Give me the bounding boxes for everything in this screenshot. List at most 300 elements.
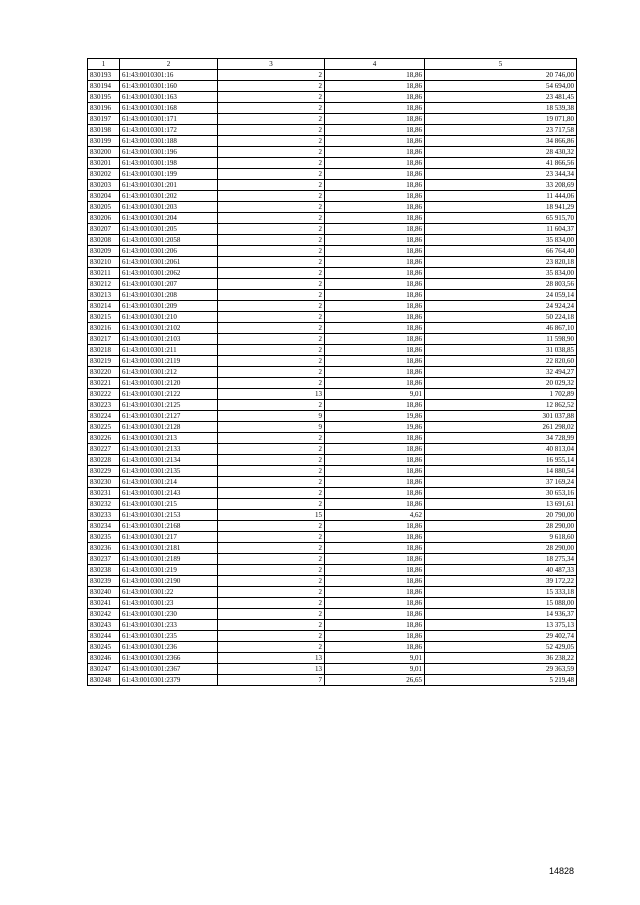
- table-cell: 830209: [88, 246, 120, 257]
- table-cell: 18,86: [325, 521, 425, 532]
- table-cell: 830222: [88, 389, 120, 400]
- table-cell: 830240: [88, 587, 120, 598]
- table-cell: 830203: [88, 180, 120, 191]
- column-header-5: 5: [425, 59, 577, 70]
- table-row: [88, 543, 577, 554]
- table-cell: 2: [218, 235, 325, 246]
- table-cell: 830244: [88, 631, 120, 642]
- table-cell: 11 604,37: [425, 224, 577, 235]
- column-header-1: 1: [88, 59, 120, 70]
- table-row: [88, 455, 577, 466]
- page-number: 14828: [549, 866, 575, 876]
- table-cell: 830204: [88, 191, 120, 202]
- table-cell: 18,86: [325, 598, 425, 609]
- table-cell: 2: [218, 345, 325, 356]
- table-cell: 830239: [88, 576, 120, 587]
- table-cell: 66 764,40: [425, 246, 577, 257]
- table-row: [88, 631, 577, 642]
- table-cell: 2: [218, 224, 325, 235]
- table-cell: 46 867,10: [425, 323, 577, 334]
- table-cell: 830233: [88, 510, 120, 521]
- table-cell: 830205: [88, 202, 120, 213]
- table-cell: 830237: [88, 554, 120, 565]
- table-row: [88, 510, 577, 521]
- table-cell: 18,86: [325, 279, 425, 290]
- table-cell: 26,65: [325, 675, 425, 686]
- table-cell: 18,86: [325, 224, 425, 235]
- table-cell: 830238: [88, 565, 120, 576]
- table-cell: 2: [218, 620, 325, 631]
- table-row: [88, 246, 577, 257]
- table-cell: 830232: [88, 499, 120, 510]
- table-cell: 18,86: [325, 202, 425, 213]
- table-cell: 830225: [88, 422, 120, 433]
- table-cell: 18,86: [325, 499, 425, 510]
- table-cell: 830227: [88, 444, 120, 455]
- table-cell: 61:43:0010301:168: [120, 103, 218, 114]
- table-cell: 2: [218, 202, 325, 213]
- table-cell: 2: [218, 631, 325, 642]
- table-cell: 830215: [88, 312, 120, 323]
- table-cell: 37 169,24: [425, 477, 577, 488]
- table-cell: 2: [218, 367, 325, 378]
- table-row: [88, 334, 577, 345]
- table-cell: 61:43:0010301:2119: [120, 356, 218, 367]
- table-row: [88, 642, 577, 653]
- table-cell: 18,86: [325, 180, 425, 191]
- table-cell: 2: [218, 400, 325, 411]
- table-cell: 2: [218, 598, 325, 609]
- table-cell: 18,86: [325, 444, 425, 455]
- table-cell: 2: [218, 477, 325, 488]
- table-cell: 34 728,99: [425, 433, 577, 444]
- table-row: [88, 620, 577, 631]
- table-cell: 2: [218, 356, 325, 367]
- table-cell: 28 290,00: [425, 543, 577, 554]
- table-cell: 61:43:0010301:160: [120, 81, 218, 92]
- table-cell: 18,86: [325, 81, 425, 92]
- table-cell: 4,62: [325, 510, 425, 521]
- table-row: [88, 565, 577, 576]
- table-cell: 18,86: [325, 158, 425, 169]
- table-cell: 18,86: [325, 631, 425, 642]
- table-row: [88, 367, 577, 378]
- table-cell: 13: [218, 653, 325, 664]
- table-cell: 830216: [88, 323, 120, 334]
- table-cell: 2: [218, 81, 325, 92]
- table-cell: 61:43:0010301:201: [120, 180, 218, 191]
- table-cell: 830196: [88, 103, 120, 114]
- table-cell: 61:43:0010301:2102: [120, 323, 218, 334]
- table-cell: 61:43:0010301:2134: [120, 455, 218, 466]
- table-cell: 61:43:0010301:235: [120, 631, 218, 642]
- table-cell: 18,86: [325, 345, 425, 356]
- table-cell: 61:43:0010301:2103: [120, 334, 218, 345]
- table-cell: 18,86: [325, 169, 425, 180]
- table-cell: 18,86: [325, 312, 425, 323]
- table-cell: 18,86: [325, 103, 425, 114]
- table-cell: 2: [218, 125, 325, 136]
- table-cell: 33 208,69: [425, 180, 577, 191]
- table-cell: 18,86: [325, 477, 425, 488]
- table-cell: 15: [218, 510, 325, 521]
- table-cell: 9,01: [325, 389, 425, 400]
- table-cell: 61:43:0010301:219: [120, 565, 218, 576]
- table-cell: 2: [218, 290, 325, 301]
- table-cell: 2: [218, 587, 325, 598]
- table-cell: 61:43:0010301:2153: [120, 510, 218, 521]
- table-row: [88, 587, 577, 598]
- table-cell: 22 820,60: [425, 356, 577, 367]
- table-cell: 2: [218, 334, 325, 345]
- table-cell: 2: [218, 180, 325, 191]
- table-cell: 2: [218, 565, 325, 576]
- table-cell: 61:43:0010301:210: [120, 312, 218, 323]
- table-cell: 9: [218, 411, 325, 422]
- table-cell: 301 037,88: [425, 411, 577, 422]
- table-cell: 18,86: [325, 356, 425, 367]
- table-cell: 13 691,61: [425, 499, 577, 510]
- table-cell: 2: [218, 301, 325, 312]
- table-cell: 830234: [88, 521, 120, 532]
- table-cell: 18,86: [325, 268, 425, 279]
- table-cell: 830198: [88, 125, 120, 136]
- table-cell: 61:43:0010301:2190: [120, 576, 218, 587]
- table-cell: 830223: [88, 400, 120, 411]
- table-cell: 54 694,00: [425, 81, 577, 92]
- table-cell: 61:43:0010301:202: [120, 191, 218, 202]
- table-cell: 61:43:0010301:2061: [120, 257, 218, 268]
- table-cell: 13 375,13: [425, 620, 577, 631]
- table-cell: 18,86: [325, 114, 425, 125]
- table-cell: 61:43:0010301:214: [120, 477, 218, 488]
- table-row: [88, 444, 577, 455]
- table-cell: 18,86: [325, 367, 425, 378]
- table-cell: 18,86: [325, 136, 425, 147]
- table-cell: 13: [218, 664, 325, 675]
- table-cell: 2: [218, 488, 325, 499]
- table-cell: 61:43:0010301:23: [120, 598, 218, 609]
- table-cell: 830213: [88, 290, 120, 301]
- table-row: [88, 213, 577, 224]
- table-cell: 61:43:0010301:204: [120, 213, 218, 224]
- table-cell: 61:43:0010301:209: [120, 301, 218, 312]
- table-row: [88, 576, 577, 587]
- table-cell: 830218: [88, 345, 120, 356]
- table-row: [88, 180, 577, 191]
- table-cell: 18,86: [325, 290, 425, 301]
- table-cell: 61:43:0010301:206: [120, 246, 218, 257]
- table-cell: 61:43:0010301:2379: [120, 675, 218, 686]
- table-cell: 2: [218, 466, 325, 477]
- table-row: [88, 103, 577, 114]
- table-cell: 61:43:0010301:2062: [120, 268, 218, 279]
- table-cell: 61:43:0010301:196: [120, 147, 218, 158]
- table-cell: 830247: [88, 664, 120, 675]
- table-cell: 2: [218, 499, 325, 510]
- table-cell: 830243: [88, 620, 120, 631]
- table-cell: 28 290,00: [425, 521, 577, 532]
- table-row: [88, 312, 577, 323]
- table-cell: 18,86: [325, 246, 425, 257]
- table-cell: 18,86: [325, 125, 425, 136]
- table-cell: 61:43:0010301:2125: [120, 400, 218, 411]
- table-cell: 11 598,90: [425, 334, 577, 345]
- table-cell: 2: [218, 444, 325, 455]
- table-cell: 18,86: [325, 323, 425, 334]
- table-cell: 61:43:0010301:2133: [120, 444, 218, 455]
- table-cell: 7: [218, 675, 325, 686]
- table-cell: 40 813,04: [425, 444, 577, 455]
- table-cell: 52 429,05: [425, 642, 577, 653]
- table-cell: 14 880,54: [425, 466, 577, 477]
- table-cell: 830224: [88, 411, 120, 422]
- table-cell: 18,86: [325, 147, 425, 158]
- table-cell: 830236: [88, 543, 120, 554]
- table-cell: 35 834,00: [425, 268, 577, 279]
- table-cell: 20 746,00: [425, 70, 577, 81]
- table-cell: 61:43:0010301:2122: [120, 389, 218, 400]
- table-cell: 18,86: [325, 488, 425, 499]
- table-cell: 830194: [88, 81, 120, 92]
- table-cell: 18 941,29: [425, 202, 577, 213]
- table-cell: 61:43:0010301:233: [120, 620, 218, 631]
- table-cell: 61:43:0010301:208: [120, 290, 218, 301]
- table-cell: 2: [218, 521, 325, 532]
- table-cell: 18,86: [325, 576, 425, 587]
- table-cell: 50 224,18: [425, 312, 577, 323]
- table-cell: 830214: [88, 301, 120, 312]
- table-cell: 61:43:0010301:199: [120, 169, 218, 180]
- table-cell: 18,86: [325, 543, 425, 554]
- table-cell: 61:43:0010301:212: [120, 367, 218, 378]
- table-cell: 16 955,14: [425, 455, 577, 466]
- table-cell: 31 038,85: [425, 345, 577, 356]
- table-row: [88, 147, 577, 158]
- table-cell: 18,86: [325, 554, 425, 565]
- table-cell: 830245: [88, 642, 120, 653]
- table-cell: 9 618,60: [425, 532, 577, 543]
- table-cell: 9,01: [325, 653, 425, 664]
- table-row: [88, 664, 577, 675]
- table-cell: 18,86: [325, 378, 425, 389]
- table-cell: 18,86: [325, 455, 425, 466]
- table-cell: 830199: [88, 136, 120, 147]
- table-cell: 18,86: [325, 92, 425, 103]
- table-cell: 28 803,56: [425, 279, 577, 290]
- table-cell: 29 363,59: [425, 664, 577, 675]
- table-row: [88, 202, 577, 213]
- table-cell: 61:43:0010301:2058: [120, 235, 218, 246]
- table-cell: 23 344,34: [425, 169, 577, 180]
- table-cell: 15 088,00: [425, 598, 577, 609]
- table-row: [88, 466, 577, 477]
- table-cell: 29 402,74: [425, 631, 577, 642]
- table-cell: 830235: [88, 532, 120, 543]
- table-cell: 2: [218, 532, 325, 543]
- table-cell: 830200: [88, 147, 120, 158]
- table-cell: 5 219,48: [425, 675, 577, 686]
- table-cell: 2: [218, 246, 325, 257]
- table-row: [88, 389, 577, 400]
- table-row: [88, 422, 577, 433]
- table-row: [88, 356, 577, 367]
- table-cell: 830231: [88, 488, 120, 499]
- table-cell: 20 029,32: [425, 378, 577, 389]
- table-cell: 18,86: [325, 70, 425, 81]
- table-row: [88, 609, 577, 620]
- table-cell: 830201: [88, 158, 120, 169]
- table-row: [88, 400, 577, 411]
- table-cell: 20 790,00: [425, 510, 577, 521]
- table-cell: 12 862,52: [425, 400, 577, 411]
- table-cell: 18,86: [325, 235, 425, 246]
- table-cell: 830193: [88, 70, 120, 81]
- table-cell: 61:43:0010301:2120: [120, 378, 218, 389]
- table-cell: 39 172,22: [425, 576, 577, 587]
- table-row: [88, 675, 577, 686]
- table-row: [88, 488, 577, 499]
- table-cell: 23 820,18: [425, 257, 577, 268]
- table-cell: 11 444,06: [425, 191, 577, 202]
- table-cell: 61:43:0010301:198: [120, 158, 218, 169]
- table-row: [88, 653, 577, 664]
- table-cell: 2: [218, 554, 325, 565]
- table-cell: 61:43:0010301:205: [120, 224, 218, 235]
- table-cell: 28 430,32: [425, 147, 577, 158]
- table-cell: 2: [218, 169, 325, 180]
- table-cell: 830228: [88, 455, 120, 466]
- table-cell: 18,86: [325, 433, 425, 444]
- table-cell: 830221: [88, 378, 120, 389]
- table-row: [88, 125, 577, 136]
- table-cell: 19 071,80: [425, 114, 577, 125]
- table-row: [88, 257, 577, 268]
- table-row: [88, 279, 577, 290]
- table-cell: 830241: [88, 598, 120, 609]
- table-row: [88, 598, 577, 609]
- table-cell: 61:43:0010301:22: [120, 587, 218, 598]
- table-cell: 61:43:0010301:172: [120, 125, 218, 136]
- table-cell: 18 539,38: [425, 103, 577, 114]
- table-row: [88, 532, 577, 543]
- table-cell: 18,86: [325, 466, 425, 477]
- table-cell: 2: [218, 268, 325, 279]
- table-cell: 24 924,24: [425, 301, 577, 312]
- table-cell: 61:43:0010301:16: [120, 70, 218, 81]
- table-row: [88, 411, 577, 422]
- table-cell: 830210: [88, 257, 120, 268]
- table-body: [88, 70, 577, 686]
- table-cell: 23 717,58: [425, 125, 577, 136]
- table-cell: 19,86: [325, 411, 425, 422]
- table-cell: 2: [218, 257, 325, 268]
- table-cell: 24 059,14: [425, 290, 577, 301]
- table-row: [88, 433, 577, 444]
- table-cell: 2: [218, 378, 325, 389]
- table-row: [88, 136, 577, 147]
- table-cell: 18,86: [325, 642, 425, 653]
- table-cell: 2: [218, 455, 325, 466]
- table-cell: 36 238,22: [425, 653, 577, 664]
- table-cell: 830212: [88, 279, 120, 290]
- column-header-3: 3: [218, 59, 325, 70]
- table-cell: 61:43:0010301:2143: [120, 488, 218, 499]
- table-row: [88, 554, 577, 565]
- table-cell: 18,86: [325, 587, 425, 598]
- table-cell: 18,86: [325, 301, 425, 312]
- table-cell: 30 653,16: [425, 488, 577, 499]
- table-row: [88, 169, 577, 180]
- table-cell: 2: [218, 92, 325, 103]
- table-cell: 830207: [88, 224, 120, 235]
- table-row: [88, 158, 577, 169]
- table-cell: 2: [218, 70, 325, 81]
- table-cell: 2: [218, 433, 325, 444]
- table-cell: 9,01: [325, 664, 425, 675]
- table-cell: 61:43:0010301:217: [120, 532, 218, 543]
- table-cell: 61:43:0010301:211: [120, 345, 218, 356]
- table-cell: 40 487,33: [425, 565, 577, 576]
- table-cell: 2: [218, 103, 325, 114]
- table-cell: 18,86: [325, 620, 425, 631]
- data-table: [87, 58, 577, 686]
- table-cell: 61:43:0010301:2367: [120, 664, 218, 675]
- table-row: [88, 81, 577, 92]
- table-cell: 2: [218, 609, 325, 620]
- table-cell: 2: [218, 158, 325, 169]
- table-cell: 2: [218, 323, 325, 334]
- table-cell: 830230: [88, 477, 120, 488]
- table-cell: 35 834,00: [425, 235, 577, 246]
- table-cell: 830248: [88, 675, 120, 686]
- table-cell: 830229: [88, 466, 120, 477]
- table-row: [88, 323, 577, 334]
- table-cell: 34 866,86: [425, 136, 577, 147]
- table-cell: 14 936,37: [425, 609, 577, 620]
- table-cell: 2: [218, 312, 325, 323]
- table-row: [88, 301, 577, 312]
- table-cell: 61:43:0010301:163: [120, 92, 218, 103]
- table-cell: 2: [218, 114, 325, 125]
- table-cell: 61:43:0010301:236: [120, 642, 218, 653]
- table-row: [88, 191, 577, 202]
- table-cell: 41 866,56: [425, 158, 577, 169]
- table-cell: 830195: [88, 92, 120, 103]
- table-row: [88, 378, 577, 389]
- table-cell: 2: [218, 191, 325, 202]
- table-row: [88, 224, 577, 235]
- table-cell: 61:43:0010301:2189: [120, 554, 218, 565]
- table-cell: 18,86: [325, 191, 425, 202]
- table-cell: 61:43:0010301:2128: [120, 422, 218, 433]
- table-cell: 18 275,34: [425, 554, 577, 565]
- table-cell: 830217: [88, 334, 120, 345]
- column-header-4: 4: [325, 59, 425, 70]
- table-row: [88, 70, 577, 81]
- table-cell: 18,86: [325, 532, 425, 543]
- table-cell: 830206: [88, 213, 120, 224]
- table-cell: 261 298,02: [425, 422, 577, 433]
- table-cell: 61:43:0010301:215: [120, 499, 218, 510]
- table-cell: 61:43:0010301:203: [120, 202, 218, 213]
- table-cell: 18,86: [325, 257, 425, 268]
- table-cell: 18,86: [325, 609, 425, 620]
- table-cell: 18,86: [325, 213, 425, 224]
- table-cell: 61:43:0010301:2366: [120, 653, 218, 664]
- table-row: [88, 345, 577, 356]
- table-cell: 61:43:0010301:230: [120, 609, 218, 620]
